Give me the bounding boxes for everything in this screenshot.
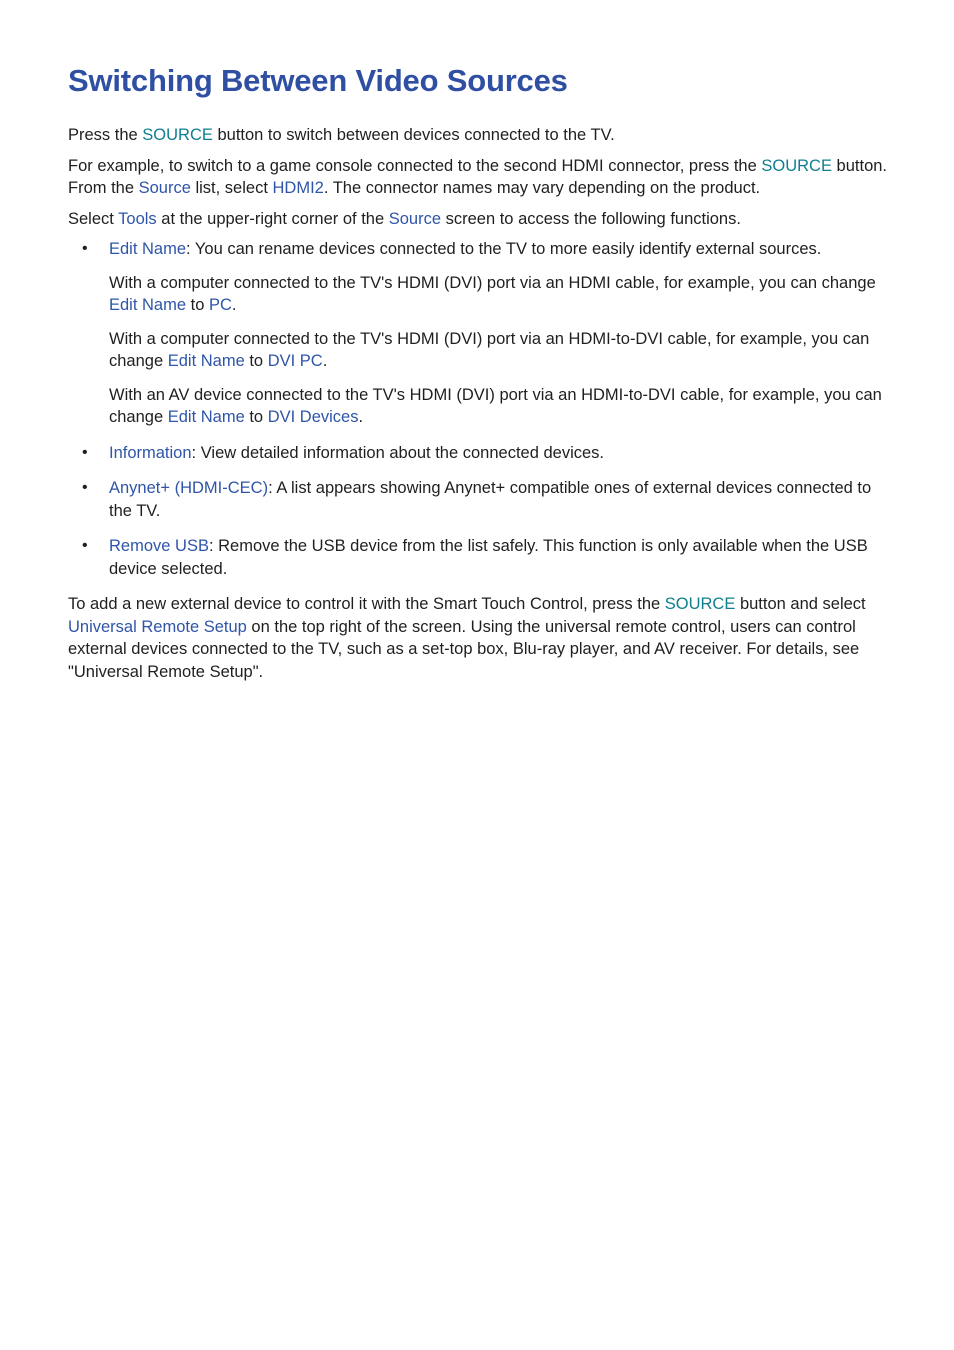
text-run: at the upper-right corner of the: [156, 209, 389, 228]
text-run: .: [358, 408, 364, 426]
keyword-pc: PC: [208, 296, 232, 314]
keyword-tools: Tools: [118, 209, 157, 228]
text-run: : A list appears showing Anynet+ compatible ones of external devices connected to the TV.: [109, 479, 872, 520]
text-run: To add a new external device to control it with the Smart Touch Control, press the: [68, 595, 665, 613]
keyword-edit-name: Edit Name: [167, 408, 245, 426]
text-run: .: [231, 296, 237, 314]
keyword-edit-name: Edit Name: [109, 240, 187, 258]
example-paragraph: [68, 155, 888, 200]
text-run: : Remove the USB device from the list safely. This function is only available when the USB device selected.: [109, 537, 868, 578]
keyword-dvi-devices: DVI Devices: [267, 408, 359, 426]
keyword-source-button: SOURCE: [142, 126, 213, 144]
text-run: : You can rename devices connected to the TV to more easily identify external sources.: [186, 240, 822, 258]
keyword-source-screen: Source: [388, 209, 442, 228]
list-item-information: [68, 442, 888, 465]
text-run: With a computer connected to the TV's HDMI (DVI) port via an HDMI-to-DVI cable, for example, you can change: [109, 329, 870, 370]
keyword-remove-usb: Remove USB: [109, 537, 209, 555]
sub-paragraph-pc: [109, 272, 888, 317]
sub-paragraph-dvi-devices: [109, 384, 888, 429]
keyword-edit-name: Edit Name: [109, 296, 187, 314]
text-run: With a computer connected to the TV's HDMI (DVI) port via an HDMI cable, for example, you can change: [109, 273, 876, 292]
bullet-icon: •: [82, 240, 88, 257]
bullet-icon: •: [82, 479, 88, 496]
keyword-edit-name: Edit Name: [167, 352, 245, 370]
bullet-icon: •: [82, 537, 88, 554]
text-run: button. From the: [68, 156, 888, 197]
text-run: button to switch between devices connected to the TV.: [212, 126, 615, 144]
universal-remote-paragraph: [68, 593, 888, 683]
text-run: to: [186, 296, 209, 314]
keyword-universal-remote-setup: Universal Remote Setup: [68, 617, 247, 636]
text-run: Press the: [68, 126, 143, 144]
text-run: to: [244, 408, 268, 426]
text-run: Select: [68, 209, 119, 228]
text-run: screen to access the following functions.: [441, 209, 741, 228]
sub-paragraph-dvi-pc: [109, 328, 888, 373]
keyword-hdmi2: HDMI2: [272, 179, 324, 197]
list-item-lead: [109, 238, 888, 261]
text-run: list, select: [190, 179, 273, 197]
bullet-icon: •: [82, 443, 88, 461]
text-run: For example, to switch to a game console connected to the second HDMI connector, press the: [68, 156, 762, 175]
page-title: Switching Between Video Sources: [68, 63, 568, 98]
list-item-edit-name: [68, 238, 888, 429]
text-run: With an AV device connected to the TV's HDMI (DVI) port via an HDMI-to-DVI cable, for example, you can change: [109, 385, 882, 426]
intro-paragraph: [68, 124, 888, 147]
text-run: .: [322, 352, 328, 370]
document-page: [68, 62, 888, 691]
text-run: button and select: [735, 595, 866, 613]
keyword-information: Information: [109, 443, 192, 462]
functions-list: [68, 238, 888, 580]
text-run: to: [244, 352, 268, 370]
list-item-anynet: [68, 477, 888, 522]
keyword-source-list: Source: [138, 179, 191, 197]
list-item-remove-usb: [68, 535, 888, 580]
keyword-source-button: SOURCE: [664, 595, 736, 613]
keyword-anynet: Anynet+ (HDMI-CEC): [109, 479, 269, 497]
text-run: : View detailed information about the connected devices.: [191, 443, 605, 462]
text-run: on the top right of the screen. Using the universal remote control, users can control external devices connected to the TV, such as a set-top box, Blu-ray player, and AV receiver. For details, see "Universal Remote Setup".: [68, 617, 860, 681]
keyword-dvi-pc: DVI PC: [267, 352, 323, 370]
text-run: . The connector names may vary depending on the product.: [323, 179, 761, 197]
tools-paragraph: [68, 208, 888, 231]
keyword-source-button: SOURCE: [761, 156, 832, 175]
